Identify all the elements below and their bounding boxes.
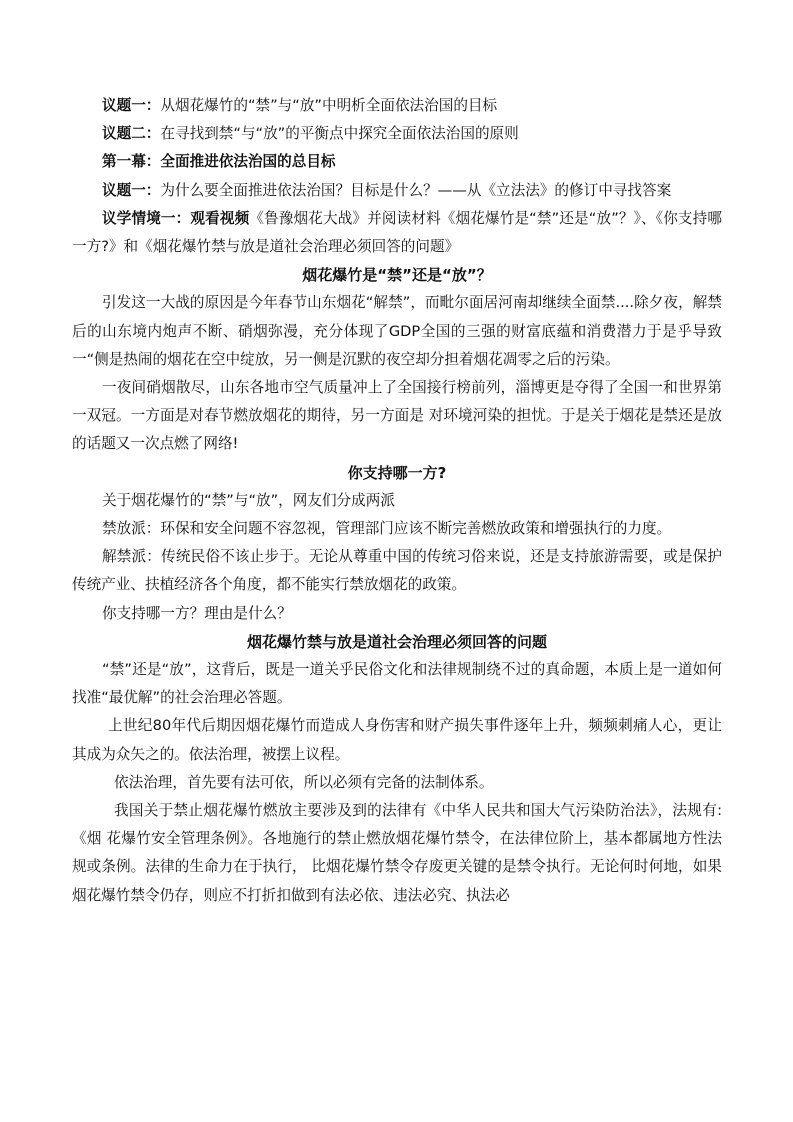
paragraph-history: 上世纪80年代后期因烟花爆竹而造成人身伤害和财产损失事件逐年上升，频频刺痛人心，更让其成为众矢之的。依法治理，被摆上议程。 [72,717,722,763]
paragraph-cause: 引发这一大战的原因是今年春节山东烟花“解禁”，而毗尔面居河南却继续全面禁....除夕夜，解禁后的山东境内炮声不断、硝烟弥漫，充分体现了GDP全国的三强的财富底蕴和消费潜力于是乎导致一“侧是热闹的烟花在空中绽放，另一侧是沉默的夜空却分担着烟花凋零之后的污染。 [72,294,722,368]
section-heading-governance: 烟花爆竹禁与放是道社会治理必须回答的问题 [246,632,547,651]
topic-two [72,120,722,148]
topic-one [72,92,722,120]
question-one-text: 为什么要全面推进依法治国？目标是什么？——从《立法法》的修订中寻找答案 [160,181,672,199]
question-one [72,177,722,205]
section-heading-ban-or-allow: 烟花爆竹是“禁”还是“放”？ [302,266,492,285]
paragraph-unban-camp: 解禁派：传统民俗不该止步于。无论从尊重中国的传统习俗来说，还是支持旅游需要，或是保护传统产业、扶植经济各个角度，都不能实行禁放烟花的政策。 [72,548,722,594]
paragraph-two-camps: 关于烟花爆竹的“禁”与“放”，网友们分成两派 [102,491,395,509]
learning-situation-text: 《鲁豫烟花大战》并阅读材料《烟花爆竹是“禁”还是“放”？》、《你支持哪一方?》和《烟花爆竹禁与放是道社会治理必须回答的问题》 [72,209,722,256]
act-one-title: 第一幕：全面推进依法治国的总目标 [102,153,336,171]
learning-situation [72,205,722,261]
learning-situation-label: 议学情境一：观看视频 [102,209,250,227]
topic-two-text: 在寻找到禁“与“放”的平衡点中探究全面依法治国的原则 [160,125,519,143]
paragraph-laws: 我国关于禁止烟花爆竹燃放主要涉及到的法律有《中华人民共和国大气污染防治法》，法规有:《烟 花爆竹安全管理条例》。各地施行的禁止燃放烟花爆竹禁令，在法律位阶上，基本都属地方性法规或条例。法律的生命力在于执行， 比烟花爆竹禁令存废更关键的是禁令执行。无论何时何地，如果烟花爆竹禁令仍存，则应不打折扣做到有法必依、违法必究、执法必 [72,802,722,904]
paragraph-ban-camp: 禁放派：环保和安全问题不容忽视，管理部门应该不断完善燃放政策和增强执行的力度。 [102,520,672,538]
topic-one-label: 议题一： [102,97,161,114]
paragraph-law-basis: 依法治理，首先要有法可依，所以必须有完备的法制体系。 [114,773,494,791]
paragraph-air-quality: 一夜间硝烟散尽，山东各地市空气质量冲上了全国接行榜前列，淄博更是夺得了全国一和世界第一双冠。一方面是对春节燃放烟花的期待，另一方面是 对环境河染的担忧。于是关于烟花是禁还是放的话题又一次点燃了网络! [72,379,722,453]
document-body [72,92,722,910]
topic-two-label: 议题二： [102,125,161,143]
section-heading-which-side: 你支持哪一方? [347,463,447,482]
paragraph-question: 你支持哪一方？理由是什么？ [102,604,292,622]
topic-one-text: 从烟花爆竹的“禁”与“放”中明析全面依法治国的目标 [160,97,498,114]
question-one-label: 议题一： [102,181,161,199]
paragraph-essence: “禁”还是“放”，这背后，既是一道关乎民俗文化和法律规制绕不过的真命题，本质上是一道如何找准“最优解”的社会治理必答题。 [72,661,722,707]
